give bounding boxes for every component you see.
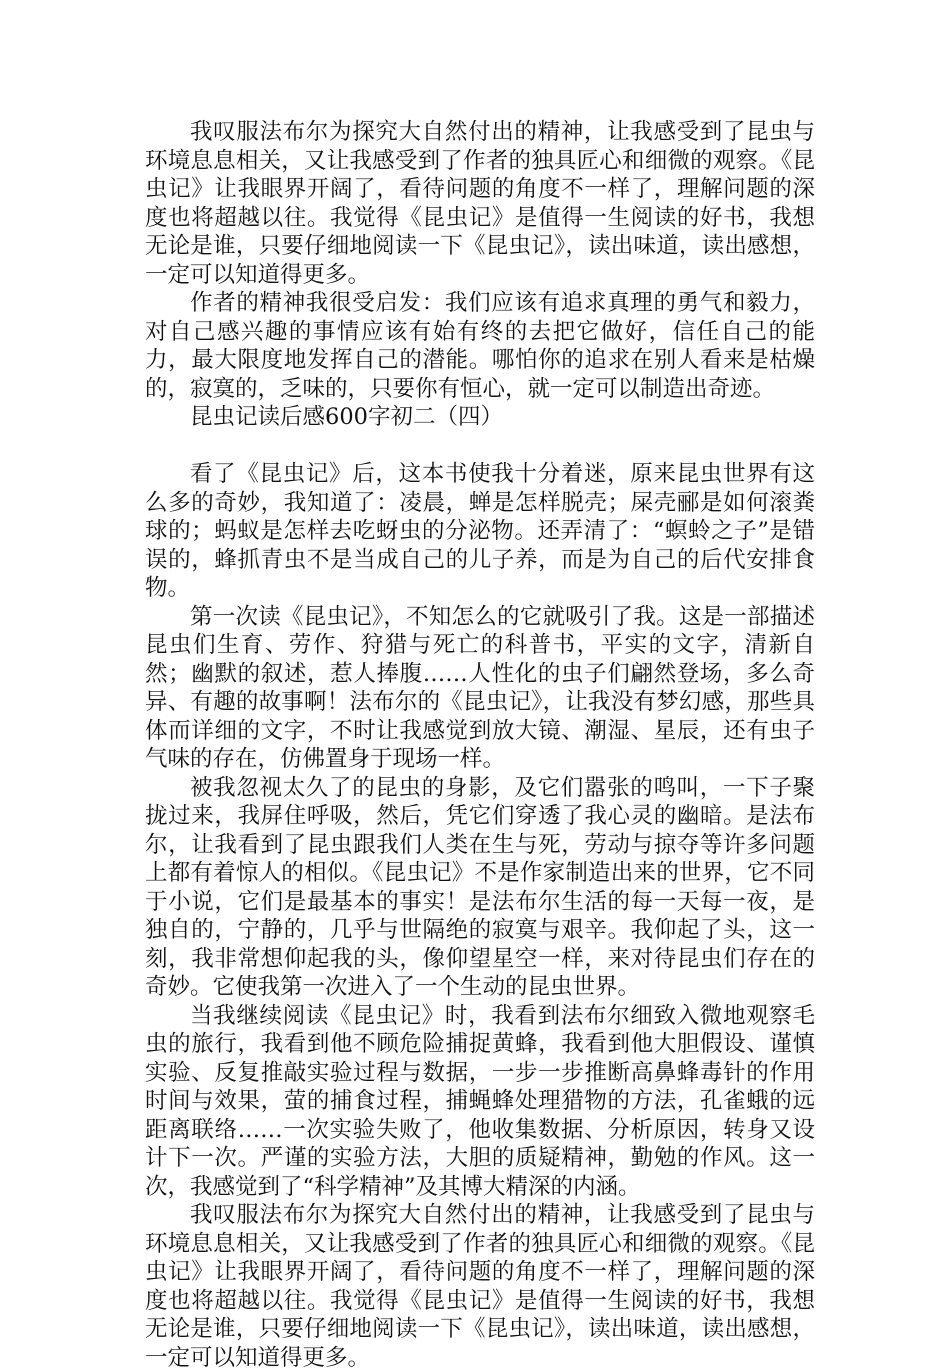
- paragraph-5: 被我忽视太久了的昆虫的身影，及它们嚣张的鸣叫，一下子聚拢过来，我屏住呼吸，然后，凭它们穿透了我心灵的幽暗。是法布尔，让我看到了昆虫跟我们人类在生与死，劳动与掠夺等许多问题上都有着惊人的相似。《昆虫记》不是作家制造出来的世界，它不同于小说，它们是最基本的事实！是法布尔生活的每一天每一夜，是独自的，宁静的，几乎与世隔绝的寂寞与艰辛。我仰起了头，这一刻，我非常想仰起我的头，像仰望星空一样，来对待昆虫们存在的奇妙。它使我第一次进入了一个生动的昆虫世界。: [145, 774, 815, 1000]
- paragraph-2: 作者的精神我很受启发：我们应该有追求真理的勇气和毅力，对自己感兴趣的事情应该有始有终的去把它做好，信任自己的能力，最大限度地发挥自己的潜能。哪怕你的追求在别人看来是枯燥的，寂寞的，乏味的，只要你有恒心，就一定可以制造出奇迹。: [145, 290, 815, 402]
- paragraph-7: 我叹服法布尔为探究大自然付出的精神，让我感受到了昆虫与环境息息相关，又让我感受到了作者的独具匠心和细微的观察。《昆虫记》让我眼界开阔了，看待问题的角度不一样了，理解问题的深度也将超越以往。我觉得《昆虫记》是值得一生阅读的好书，我想无论是谁，只要仔细地阅读一下《昆虫记》，读出味道，读出感想，一定可以知道得更多。: [145, 1202, 815, 1371]
- paragraph-4: 第一次读《昆虫记》，不知怎么的它就吸引了我。这是一部描述昆虫们生育、劳作、狩猎与死亡的科普书，平实的文字，清新自然；幽默的叙述，惹人捧腹……人性化的虫子们翩然登场，多么奇异、有趣的故事啊！法布尔的《昆虫记》，让我没有梦幻感，那些具体而详细的文字，不时让我感觉到放大镜、潮湿、星辰，还有虫子气味的存在，仿佛置身于现场一样。: [145, 603, 815, 772]
- section-heading: 昆虫记读后感600字初二（四）: [190, 404, 503, 430]
- document-body: [145, 118, 815, 1372]
- paragraph-6: 当我继续阅读《昆虫记》时，我看到法布尔细致入微地观察毛虫的旅行，我看到他不顾危险捕捉黄蜂，我看到他大胆假设、谨慎实验、反复推敲实验过程与数据，一步一步推断高鼻蜂毒针的作用时间与效果，萤的捕食过程，捕蝇蜂处理猎物的方法，孔雀蛾的远距离联络……一次实验失败了，他收集数据、分析原因，转身又设计下一次。严谨的实验方法，大胆的质疑精神，勤勉的作风。这一次，我感觉到了“科学精神”及其博大精深的内涵。: [145, 1002, 815, 1200]
- paragraph-1: 我叹服法布尔为探究大自然付出的精神，让我感受到了昆虫与环境息息相关，又让我感受到了作者的独具匠心和细微的观察。《昆虫记》让我眼界开阔了，看待问题的角度不一样了，理解问题的深度也将超越以往。我觉得《昆虫记》是值得一生阅读的好书，我想无论是谁，只要仔细地阅读一下《昆虫记》，读出味道，读出感想，一定可以知道得更多。: [145, 119, 815, 288]
- blank-line: [145, 432, 815, 461]
- paragraph-3: 看了《昆虫记》后，这本书使我十分着迷，原来昆虫世界有这么多的奇妙，我知道了：凌晨，蝉是怎样脱壳；屎壳郦是如何滚粪球的；蚂蚁是怎样去吃蚜虫的分泌物。还弄清了：“螟蛉之子”是错误的，蜂抓青虫不是当成自己的儿子养，而是为自己的后代安排食物。: [145, 461, 815, 601]
